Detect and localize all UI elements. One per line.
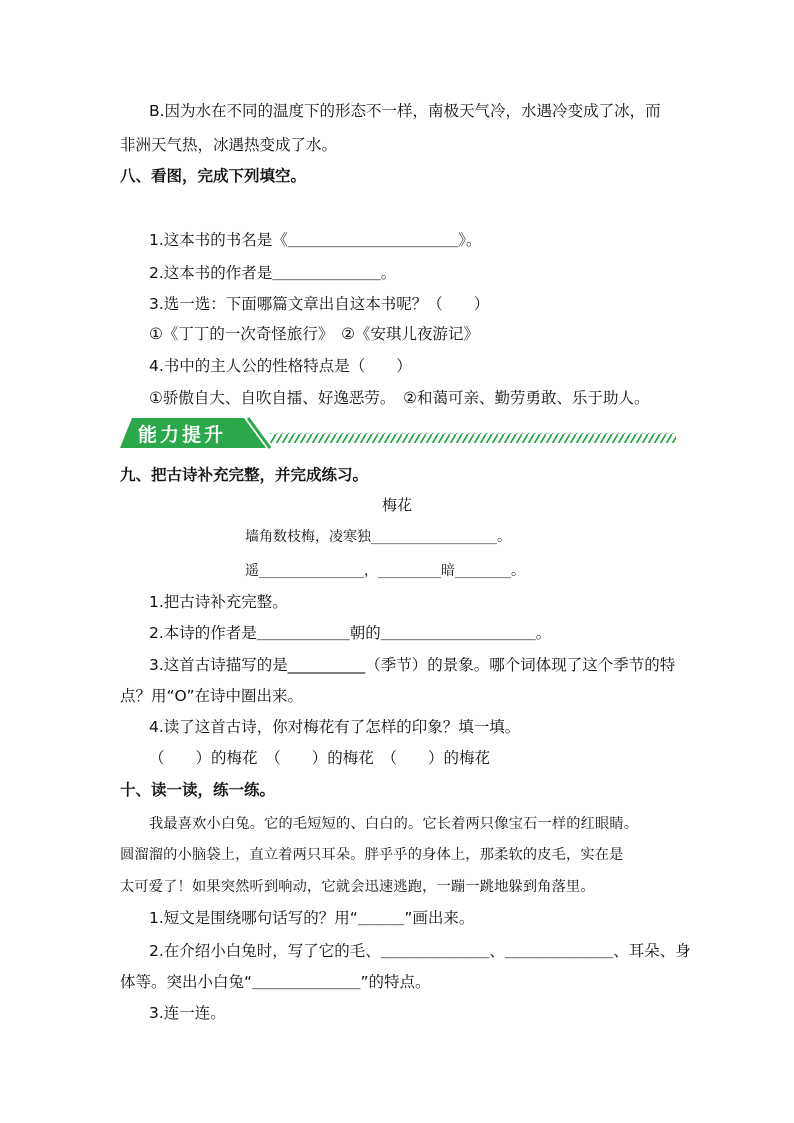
- section-8-q3-options: ①《丁丁的一次奇怪旅行》 ②《安琪儿夜游记》: [149, 325, 480, 343]
- section-9-q3-line-2: 点？用“O”在诗中圈出来。: [120, 687, 303, 705]
- option-b-line-2: 非洲天气热，冰遇热变成了水。: [120, 136, 338, 154]
- section-9-title: 九、把古诗补充完整，并完成练习。: [120, 466, 369, 484]
- poem-line-2: 遥_______________，_________暗________。: [245, 563, 525, 579]
- section-8-q2: 2.这本书的作者是＿＿＿＿＿＿＿。: [149, 264, 397, 282]
- section-8-q1: 1.这本书的书名是《＿＿＿＿＿＿＿＿＿＿＿》。: [149, 231, 482, 249]
- story-line-2: 圆溜溜的小脑袋上，直立着两只耳朵。胖乎乎的身体上，那柔软的皮毛，实在是: [120, 847, 624, 863]
- section-10-q1: 1.短文是围绕哪句话写的？用“＿＿＿”画出来。: [149, 909, 475, 927]
- option-b-line-1: B.因为水在不同的温度下的形态不一样，南极天气冷，水遇冷变成了冰，而: [149, 102, 661, 120]
- section-8-q4-options: ①骄傲自大、自吹自擂、好逸恶劳。 ②和蔼可亲、勤劳勇敢、乐于助人。: [149, 389, 650, 407]
- banner-hatch-stripe: [270, 433, 676, 443]
- story-line-1: 我最喜欢小白兔。它的毛短短的、白白的。它长着两只像宝石一样的红眼睛。: [149, 816, 639, 832]
- section-9-q3-line-1: 3.这首古诗描写的是__________（季节）的景象。哪个词体现了这个季节的特: [149, 656, 676, 674]
- section-10-q2-line-2: 体等。突出小白兔“＿＿＿＿＿＿＿”的特点。: [120, 973, 431, 991]
- banner-label: 能力提升: [138, 424, 227, 446]
- section-9-q1: 1.把古诗补充完整。: [149, 593, 288, 611]
- section-9-q2: 2.本诗的作者是＿＿＿＿＿＿朝的＿＿＿＿＿＿＿＿＿＿。: [149, 624, 552, 642]
- section-8-q4: 4.书中的主人公的性格特点是（ ）: [149, 357, 412, 375]
- story-line-3: 太可爱了！如果突然听到响动，它就会迅速逃跑，一蹦一跳地躲到角落里。: [120, 879, 595, 895]
- poem-title: 梅花: [381, 496, 412, 514]
- section-10-q3: 3.连一连。: [149, 1004, 226, 1022]
- poem-line-1: 墙角数枝梅，凌寒独__________________。: [245, 529, 511, 545]
- section-8-q3: 3.选一选：下面哪篇文章出自这本书呢？（ ）: [149, 295, 490, 313]
- section-10-q2-line-1: 2.在介绍小白兔时，写了它的毛、＿＿＿＿＿＿＿、＿＿＿＿＿＿＿、耳朵、身: [149, 942, 691, 960]
- section-10-title: 十、读一读，练一练。: [120, 781, 276, 799]
- section-8-title: 八、看图，完成下列填空。: [120, 167, 307, 185]
- section-9-q4: 4.读了这首古诗，你对梅花有了怎样的印象？填一填。: [149, 718, 521, 736]
- section-9-q4-blanks: （ ）的梅花 （ ）的梅花 （ ）的梅花: [149, 749, 491, 767]
